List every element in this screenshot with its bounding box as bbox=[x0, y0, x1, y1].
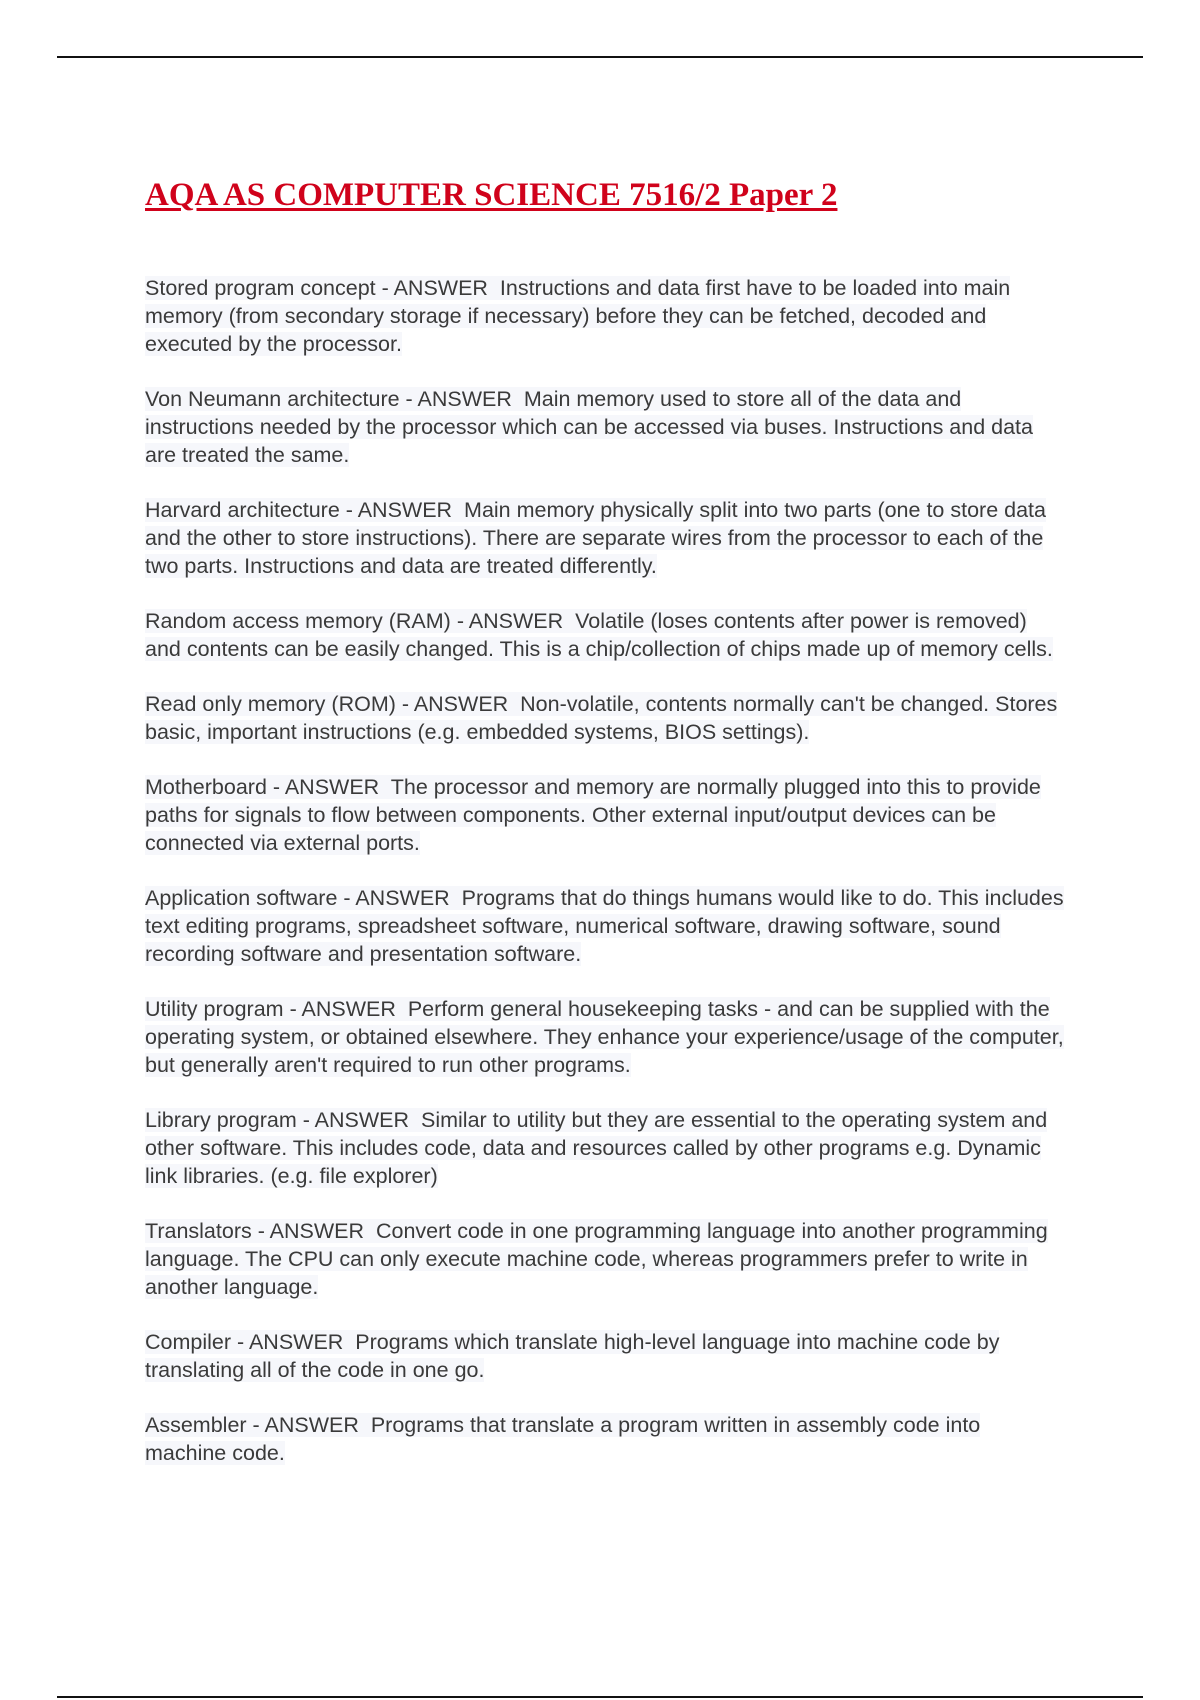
entry-answer: Instructions and data first have to be loaded into main memory (from secondary storage if necessary) before they can be fetched, decoded and executed by the processor. bbox=[145, 276, 1011, 356]
footer-rule bbox=[57, 1696, 1143, 1698]
qa-entry-text bbox=[145, 1330, 999, 1382]
entry-answer: Main memory physically split into two parts (one to store data and the other to store instructions). There are separate wires from the processor to each of the two parts. Instructions and data are treated differently. bbox=[145, 498, 1046, 578]
answer-label: ANSWER bbox=[357, 498, 453, 522]
qa-entry bbox=[145, 1106, 1065, 1190]
answer-label: ANSWER bbox=[413, 692, 509, 716]
document-title: AQA AS COMPUTER SCIENCE 7516/2 Paper 2 bbox=[145, 177, 838, 213]
qa-entry-text bbox=[145, 387, 1033, 467]
entry-term: Application software bbox=[145, 886, 338, 910]
qa-entry-text bbox=[145, 997, 1064, 1077]
term-separator: - bbox=[283, 997, 302, 1021]
qa-list bbox=[145, 274, 1065, 1494]
answer-label: ANSWER bbox=[301, 997, 396, 1021]
term-separator: - bbox=[395, 692, 414, 716]
term-separator: - bbox=[266, 775, 285, 799]
entry-term: Translators bbox=[145, 1219, 252, 1243]
answer-label: ANSWER bbox=[269, 1219, 365, 1243]
entry-term: Read only memory (ROM) bbox=[145, 692, 396, 716]
qa-entry bbox=[145, 884, 1065, 968]
answer-label: ANSWER bbox=[314, 1108, 410, 1132]
answer-label: ANSWER bbox=[355, 886, 450, 910]
entry-answer: Programs that translate a program written in assembly code into machine code. bbox=[145, 1413, 981, 1465]
qa-entry bbox=[145, 1328, 1065, 1384]
entry-answer: The processor and memory are normally plugged into this to provide paths for signals to flow between components. Other external input/output devices can be connected via external ports. bbox=[145, 775, 1041, 855]
term-separator: - bbox=[399, 387, 418, 411]
qa-entry-text bbox=[145, 775, 1041, 855]
entry-answer: Programs which translate high-level language into machine code by translating all of the code in one go. bbox=[145, 1330, 1000, 1382]
answer-label: ANSWER bbox=[468, 609, 564, 633]
entry-answer: Convert code in one programming language into another programming language. The CPU can only execute machine code, whereas programmers prefer to write in another language. bbox=[145, 1219, 1048, 1299]
entry-term: Utility program bbox=[145, 997, 284, 1021]
entry-answer: Non-volatile, contents normally can't be changed. Stores basic, important instructions (e.g. embedded systems, BIOS settings). bbox=[145, 692, 1058, 744]
qa-entry bbox=[145, 690, 1065, 746]
qa-entry-text bbox=[145, 498, 1046, 578]
entry-answer: Programs that do things humans would like to do. This includes text editing programs, spreadsheet software, numerical software, drawing software, sound recording software and presentation software. bbox=[145, 886, 1064, 966]
term-separator: - bbox=[296, 1108, 315, 1132]
qa-entry bbox=[145, 1217, 1065, 1301]
answer-label: ANSWER bbox=[284, 775, 380, 799]
qa-entry bbox=[145, 496, 1065, 580]
term-separator: - bbox=[450, 609, 469, 633]
answer-label: ANSWER bbox=[393, 276, 488, 300]
qa-entry-text bbox=[145, 1219, 1048, 1299]
term-separator: - bbox=[337, 886, 356, 910]
qa-entry bbox=[145, 773, 1065, 857]
entry-term: Harvard architecture bbox=[145, 498, 340, 522]
qa-entry-text bbox=[145, 276, 1010, 356]
entry-term: Library program bbox=[145, 1108, 297, 1132]
term-separator: - bbox=[231, 1330, 249, 1354]
qa-entry-text bbox=[145, 1413, 980, 1465]
entry-term: Compiler bbox=[145, 1330, 232, 1354]
qa-entry bbox=[145, 385, 1065, 469]
header-rule bbox=[57, 56, 1143, 58]
entry-answer: Volatile (loses contents after power is removed) and contents can be easily changed. This is a chip/collection of chips made up of memory cells. bbox=[145, 609, 1053, 661]
entry-term: Stored program concept bbox=[145, 276, 376, 300]
term-separator: - bbox=[251, 1219, 270, 1243]
qa-entry-text bbox=[145, 886, 1064, 966]
entry-term: Random access memory (RAM) bbox=[145, 609, 451, 633]
entry-answer: Similar to utility but they are essential to the operating system and other software. This includes code, data and resources called by other programs e.g. Dynamic link libraries. (e.g. file explorer) bbox=[145, 1108, 1048, 1188]
qa-entry bbox=[145, 274, 1065, 358]
entry-term: Von Neumann architecture bbox=[145, 387, 400, 411]
term-separator: - bbox=[339, 498, 358, 522]
qa-entry bbox=[145, 995, 1065, 1079]
answer-label: ANSWER bbox=[264, 1413, 359, 1437]
entry-answer: Main memory used to store all of the data and instructions needed by the processor which can be accessed via buses. Instructions and data are treated the same. bbox=[145, 387, 1033, 467]
qa-entry-text bbox=[145, 609, 1053, 661]
entry-term: Assembler bbox=[145, 1413, 247, 1437]
term-separator: - bbox=[246, 1413, 265, 1437]
qa-entry bbox=[145, 1411, 1065, 1467]
qa-entry-text bbox=[145, 692, 1057, 744]
entry-term: Motherboard bbox=[145, 775, 267, 799]
entry-answer: Perform general housekeeping tasks - and can be supplied with the operating system, or obtained elsewhere. They enhance your experience/usage of the computer, but generally aren't required to run other programs. bbox=[145, 997, 1064, 1077]
answer-label: ANSWER bbox=[417, 387, 512, 411]
answer-label: ANSWER bbox=[248, 1330, 344, 1354]
qa-entry bbox=[145, 607, 1065, 663]
term-separator: - bbox=[375, 276, 394, 300]
qa-entry-text bbox=[145, 1108, 1047, 1188]
